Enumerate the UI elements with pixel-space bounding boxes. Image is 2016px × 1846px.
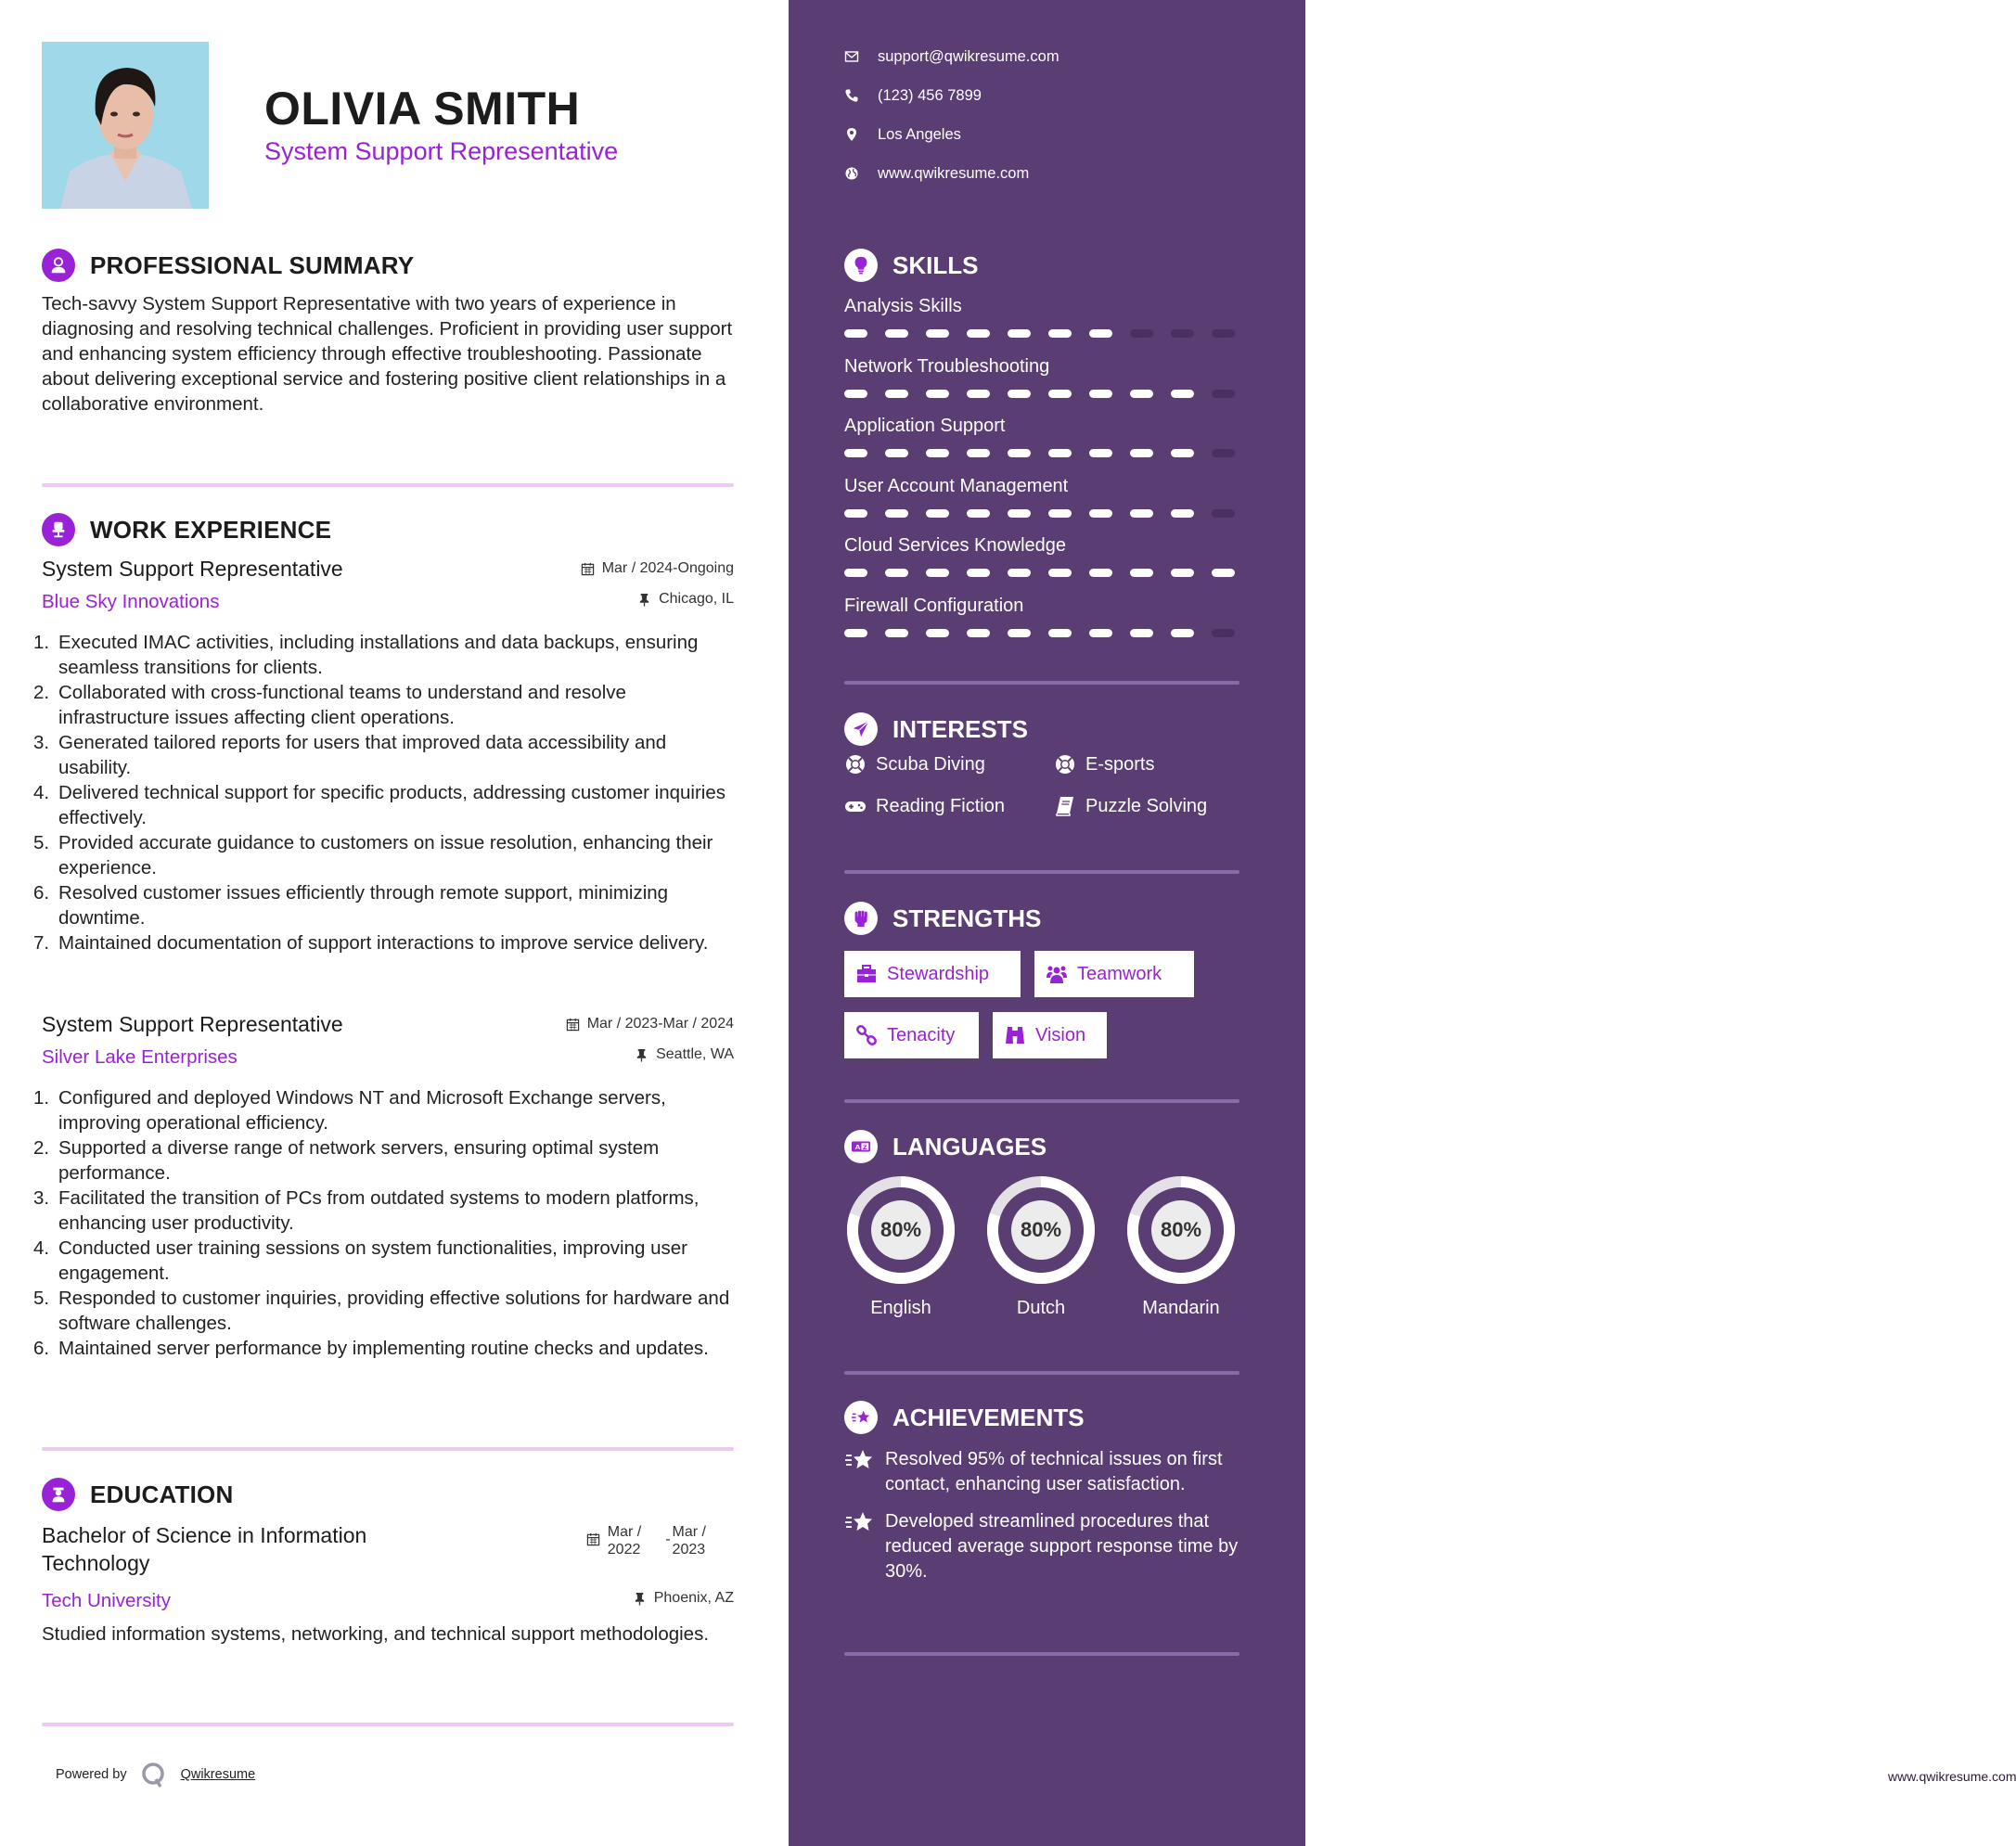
qwikresume-logo-icon <box>140 1761 168 1788</box>
job-bullet: 7. Maintained documentation of support interactions to improve service delivery. <box>33 932 709 954</box>
skill-dash-filled <box>1008 390 1031 398</box>
graduate-icon <box>42 1478 75 1511</box>
skill-dash-filled <box>1008 509 1031 518</box>
language-percent: 80% <box>1020 1218 1062 1241</box>
skill-dash-filled <box>1171 509 1194 518</box>
strength-chip: Stewardship <box>844 951 1021 997</box>
language-name: Dutch <box>1016 1298 1066 1318</box>
user-icon <box>42 249 75 282</box>
section-divider <box>844 1652 1239 1656</box>
interest-item: Puzzle Solving <box>1054 795 1207 817</box>
summary-heading <box>42 249 414 282</box>
skill-dash-filled <box>926 449 949 457</box>
skill-dash-filled <box>885 329 908 338</box>
job-title: System Support Representative <box>42 557 343 581</box>
section-divider <box>844 870 1239 874</box>
skill-dash-filled <box>1008 449 1031 457</box>
start-date: Mar / 2022 <box>607 1524 642 1558</box>
job-bullet: 6. Maintained server performance by implementing routine checks and updates. <box>33 1338 709 1359</box>
briefcase-icon <box>855 963 878 985</box>
education-description: Studied information systems, networking, and technical support methodologies. <box>42 1623 710 1645</box>
skill-name: Cloud Services Knowledge <box>844 535 1067 556</box>
education-heading <box>42 1478 233 1511</box>
skill-dash-filled <box>967 449 990 457</box>
globe-icon <box>844 166 859 181</box>
skill-dash-filled <box>926 629 949 637</box>
lifebuoy-icon <box>844 753 867 776</box>
education-dates <box>586 1523 706 1558</box>
gamepad-icon <box>844 795 867 817</box>
skill-item <box>844 292 1252 353</box>
achievement-item: Developed streamlined procedures that reduced average support response time by 30%. <box>844 1509 1252 1584</box>
skill-dash-empty <box>1171 329 1194 338</box>
skill-dash-filled <box>844 390 867 398</box>
strengths-title: STRENGTHS <box>892 904 1042 932</box>
job-entry <box>33 557 734 955</box>
summary-text: Tech-savvy System Support Representative with two years of experience in diagnosing and resolving technical challenges. Proficient in providing user support and enhancing system efficiency through effective troubleshooting. Passionate about delivering exceptional service and fostering positive client relationships in a collaborative environment. <box>42 293 733 415</box>
strength-chip: Vision <box>993 1012 1107 1058</box>
strengths-heading <box>844 902 1041 935</box>
skill-level-bar <box>844 509 1252 518</box>
phone-icon <box>844 88 859 103</box>
skill-dash-filled <box>1048 449 1072 457</box>
language-item <box>984 1173 1098 1319</box>
skill-level-bar <box>844 569 1252 577</box>
job-bullet: 4. Delivered technical support for specific products, addressing customer inquiries effectively. <box>33 782 726 828</box>
contact-website[interactable]: www.qwikresume.com <box>844 154 1059 193</box>
skills-heading <box>844 249 978 282</box>
skill-dash-filled <box>1212 569 1235 577</box>
skill-dash-filled <box>926 509 949 518</box>
job-bullet: 3. Facilitated the transition of PCs from outdated systems to modern platforms, enhancing user productivity. <box>33 1187 700 1234</box>
fist-icon <box>844 902 878 935</box>
language-progress-ring <box>844 1173 957 1287</box>
skill-item <box>844 472 1252 532</box>
paper-plane-icon <box>844 712 878 746</box>
skill-name: Firewall Configuration <box>844 595 1024 616</box>
language-progress-ring <box>984 1173 1098 1287</box>
job-bullet: 5. Provided accurate guidance to customers on issue resolution, enhancing their experience. <box>33 832 713 878</box>
skill-dash-filled <box>885 390 908 398</box>
skill-dash-filled <box>1089 449 1112 457</box>
language-percent: 80% <box>880 1218 922 1241</box>
date-separator: - <box>665 1532 671 1547</box>
job-location <box>637 591 734 608</box>
job-bullet: 2. Supported a diverse range of network servers, ensuring optimal system performance. <box>33 1137 660 1184</box>
job-company: Blue Sky Innovations <box>42 591 220 612</box>
experience-heading <box>42 513 331 546</box>
envelope-icon <box>844 49 859 64</box>
job-bullet: 1. Configured and deployed Windows NT and Microsoft Exchange servers, improving operational efficiency. <box>33 1087 666 1134</box>
skill-dash-filled <box>844 569 867 577</box>
language-item <box>844 1173 957 1319</box>
skill-dash-filled <box>1171 390 1194 398</box>
skill-dash-empty <box>1130 329 1153 338</box>
achievement-item: Resolved 95% of technical issues on first contact, enhancing user satisfaction. <box>844 1447 1252 1497</box>
strength-chip: Teamwork <box>1034 951 1194 997</box>
contact-email[interactable]: support@qwikresume.com <box>844 37 1059 76</box>
section-divider <box>42 1447 734 1451</box>
map-pin-icon <box>844 127 859 142</box>
interests-heading <box>844 712 1028 746</box>
shooting-star-icon <box>844 1401 878 1434</box>
language-name: Mandarin <box>1142 1298 1220 1318</box>
skill-dash-filled <box>844 329 867 338</box>
language-item <box>1124 1173 1238 1319</box>
skills-list <box>844 292 1252 651</box>
powered-by <box>56 1761 255 1788</box>
skill-dash-empty <box>1212 449 1235 457</box>
skill-item <box>844 532 1252 592</box>
interests-title: INTERESTS <box>892 714 1028 743</box>
main-column <box>0 0 789 1846</box>
skill-dash-filled <box>885 629 908 637</box>
skill-level-bar <box>844 449 1252 457</box>
team-icon <box>1046 963 1068 985</box>
job-title: System Support Representative <box>42 1012 343 1036</box>
skill-item <box>844 592 1252 652</box>
skill-dash-filled <box>1048 329 1072 338</box>
language-percent: 80% <box>1160 1218 1202 1241</box>
education-location: Phoenix, AZ <box>633 1590 734 1607</box>
strength-chip: Tenacity <box>844 1012 979 1058</box>
summary-title: PROFESSIONAL SUMMARY <box>90 250 415 279</box>
skills-title: SKILLS <box>892 250 979 279</box>
skill-dash-filled <box>885 449 908 457</box>
job-bullet: 6. Resolved customer issues efficiently through remote support, minimizing downtime. <box>33 882 669 929</box>
skill-dash-filled <box>967 329 990 338</box>
candidate-name: OLIVIA SMITH <box>264 83 581 135</box>
footer-site[interactable]: www.qwikresume.com <box>1888 1769 2016 1784</box>
achievements-heading <box>844 1401 1085 1434</box>
powered-by-label: Powered by <box>56 1767 127 1782</box>
section-divider <box>42 483 734 487</box>
portrait-image <box>42 42 209 209</box>
pushpin-icon <box>635 1048 648 1062</box>
skill-dash-empty <box>1212 509 1235 518</box>
skill-dash-filled <box>1130 390 1153 398</box>
section-divider <box>844 1099 1239 1103</box>
skill-dash-filled <box>1008 569 1031 577</box>
calendar-icon <box>566 1018 580 1032</box>
calendar-icon <box>586 1532 600 1546</box>
skill-dash-filled <box>1089 629 1112 637</box>
skill-dash-filled <box>1171 569 1194 577</box>
skill-dash-filled <box>885 509 908 518</box>
skill-dash-filled <box>1171 629 1194 637</box>
contact-phone[interactable]: (123) 456 7899 <box>844 76 1059 115</box>
portrait-photo <box>42 42 209 209</box>
skill-dash-filled <box>1048 569 1072 577</box>
skill-level-bar <box>844 629 1252 637</box>
skill-dash-empty <box>1212 390 1235 398</box>
section-divider <box>844 1371 1239 1375</box>
job-bullet: 1. Executed IMAC activities, including installations and data backups, ensuring seamless transitions for clients. <box>33 632 699 678</box>
interest-item: E-sports <box>1054 753 1154 776</box>
section-divider <box>844 681 1239 685</box>
calendar-icon <box>581 562 595 576</box>
job-bullet: 5. Responded to customer inquiries, providing effective solutions for hardware and software challenges. <box>33 1288 730 1334</box>
skill-dash-filled <box>1171 449 1194 457</box>
candidate-role: System Support Representative <box>264 137 619 165</box>
language-name: English <box>870 1298 931 1318</box>
skill-level-bar <box>844 390 1252 398</box>
job-bullets <box>33 630 734 955</box>
qwikresume-link[interactable]: Qwikresume <box>180 1767 256 1782</box>
skill-dash-filled <box>1130 569 1153 577</box>
skill-dash-filled <box>844 449 867 457</box>
job-bullet: 3. Generated tailored reports for users that improved data accessibility and usability. <box>33 732 667 778</box>
degree-title: Bachelor of Science in Information Technology <box>42 1523 367 1575</box>
job-date-text: Mar / 2024-Ongoing <box>601 560 734 576</box>
skill-name: User Account Management <box>844 475 1069 496</box>
skill-dash-filled <box>926 569 949 577</box>
job-date <box>581 560 734 577</box>
skill-dash-filled <box>1008 329 1031 338</box>
job-bullet: 4. Conducted user training sessions on system functionalities, improving user engagement. <box>33 1237 687 1284</box>
skill-dash-filled <box>1089 569 1112 577</box>
skill-dash-filled <box>1089 329 1112 338</box>
skill-dash-filled <box>926 390 949 398</box>
job-entry <box>33 1012 734 1361</box>
skill-dash-filled <box>967 569 990 577</box>
interest-item: Scuba Diving <box>844 753 985 776</box>
lightbulb-icon <box>844 249 878 282</box>
achievements-list <box>844 1447 1252 1596</box>
skill-dash-filled <box>885 569 908 577</box>
skill-dash-filled <box>967 629 990 637</box>
pushpin-icon <box>637 593 651 607</box>
language-progress-ring <box>1124 1173 1238 1287</box>
skill-dash-filled <box>1048 629 1072 637</box>
lifebuoy-icon <box>1054 753 1076 776</box>
job-company: Silver Lake Enterprises <box>42 1046 238 1068</box>
education-title: EDUCATION <box>90 1480 234 1508</box>
svg-text:A: A <box>854 1143 861 1152</box>
job-location-text: Seattle, WA <box>656 1046 734 1062</box>
school-name: Tech University <box>42 1590 171 1611</box>
skill-item <box>844 353 1252 413</box>
svg-text:Z: Z <box>862 1143 867 1151</box>
education-entry <box>42 1521 734 1647</box>
skill-name: Network Troubleshooting <box>844 355 1050 377</box>
skill-name: Application Support <box>844 416 1006 436</box>
skill-dash-filled <box>1130 629 1153 637</box>
skill-dash-filled <box>967 390 990 398</box>
binoculars-icon <box>1004 1024 1026 1046</box>
sidebar <box>789 0 2016 1846</box>
pushpin-icon <box>633 1592 647 1606</box>
skill-dash-filled <box>1089 509 1112 518</box>
link-icon <box>855 1024 878 1046</box>
interest-item: Reading Fiction <box>844 795 1005 817</box>
skill-level-bar <box>844 329 1252 338</box>
shooting-star-icon <box>844 1447 874 1473</box>
achievements-title: ACHIEVEMENTS <box>892 1403 1085 1431</box>
skill-dash-filled <box>1048 390 1072 398</box>
skill-name: Analysis Skills <box>844 296 962 316</box>
skill-dash-filled <box>844 629 867 637</box>
languages-title: LANGUAGES <box>892 1132 1047 1160</box>
section-divider <box>42 1723 734 1726</box>
translate-icon <box>844 1130 878 1163</box>
skill-dash-filled <box>1130 449 1153 457</box>
skill-dash-filled <box>844 509 867 518</box>
job-bullets <box>33 1085 734 1361</box>
skill-item <box>844 412 1252 472</box>
end-date: Mar / 2023 <box>672 1524 706 1558</box>
skill-dash-filled <box>1048 509 1072 518</box>
contact-info <box>844 37 1059 193</box>
skill-dash-filled <box>1130 509 1153 518</box>
job-bullet: 2. Collaborated with cross-functional teams to understand and resolve infrastructure issues affecting client operations. <box>33 682 626 728</box>
skill-dash-filled <box>1089 390 1112 398</box>
job-location <box>635 1046 734 1063</box>
office-chair-icon <box>42 513 75 546</box>
job-date-text: Mar / 2023-Mar / 2024 <box>586 1016 734 1032</box>
book-icon <box>1054 795 1076 817</box>
shooting-star-icon <box>844 1509 874 1535</box>
experience-title: WORK EXPERIENCE <box>90 515 332 544</box>
skill-dash-empty <box>1212 329 1235 338</box>
job-location-text: Chicago, IL <box>659 591 734 607</box>
skill-dash-empty <box>1212 629 1235 637</box>
skill-dash-filled <box>967 509 990 518</box>
contact-location: Los Angeles <box>844 115 1059 154</box>
skill-dash-filled <box>926 329 949 338</box>
job-date <box>566 1016 734 1032</box>
skill-dash-filled <box>1008 629 1031 637</box>
languages-heading <box>844 1130 1047 1163</box>
